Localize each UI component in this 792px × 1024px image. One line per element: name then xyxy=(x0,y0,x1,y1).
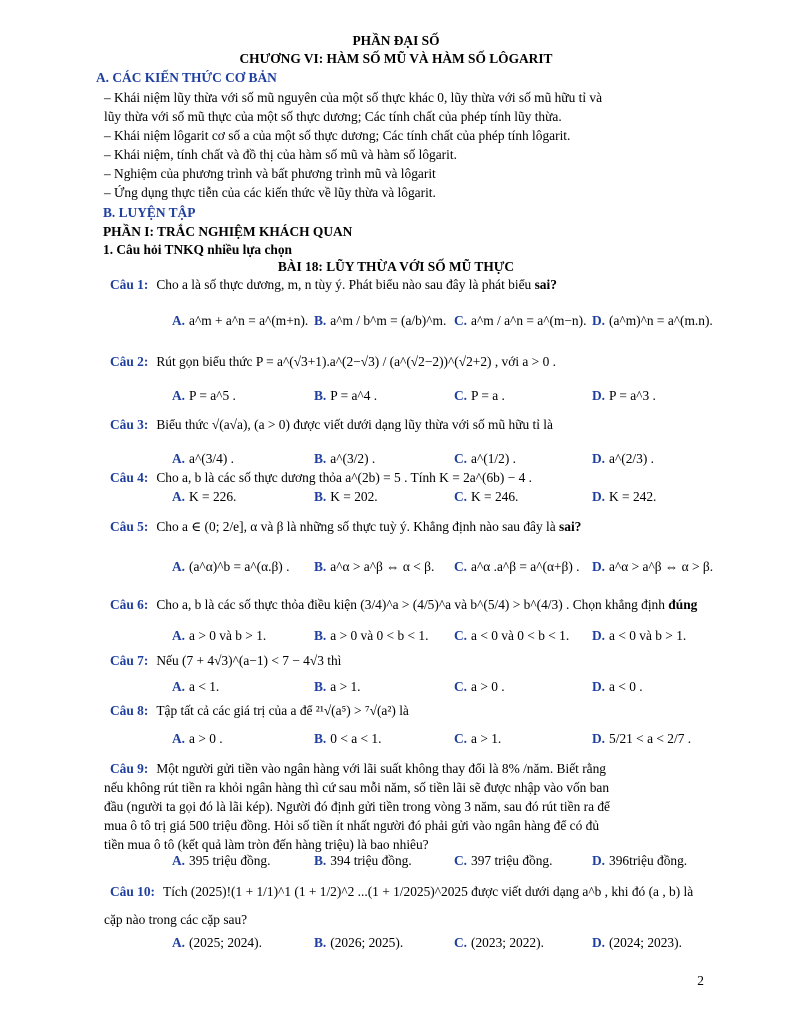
option-b[interactable]: P = a^4 . xyxy=(330,388,378,403)
option-c[interactable]: 397 triệu đồng. xyxy=(471,853,553,868)
option-b[interactable]: a > 1. xyxy=(330,679,361,694)
option-d[interactable]: P = a^3 . xyxy=(609,388,656,403)
question-10-cont: cặp nào trong các cặp sau? xyxy=(104,912,248,927)
question-text: Cho a, b là các số thực thỏa điều kiện (3/4)^a > (4/5)^a và b^(5/4) > b^(4/3) . Chọn khẳng định xyxy=(156,597,665,612)
chapter-title: CHƯƠNG VI: HÀM SỐ MŨ VÀ HÀM SỐ LÔGARIT xyxy=(239,51,553,66)
option-d[interactable]: 396triệu đồng. xyxy=(609,853,688,868)
question-7: Câu 7: Nếu (7 + 4√3)^(a−1) < 7 − 4√3 thì xyxy=(110,653,342,668)
option-a[interactable]: (a^α)^b = a^(α.β) . xyxy=(189,559,290,574)
question-text: Cho a là số thực dương, m, n tùy ý. Phát biểu nào sau đây là phát biểu xyxy=(156,277,532,292)
question-text: Tích (2025)!(1 + 1/1)^1 (1 + 1/2)^2 ...(1 + 1/2025)^2025 được viết dưới dạng a^b , khi đó (a , b) là xyxy=(163,884,694,899)
option-a[interactable]: 395 triệu đồng. xyxy=(189,853,271,868)
options-7: A. a < 1. B. a > 1. C. a > 0 . D. a < 0 . xyxy=(172,679,643,694)
option-d[interactable]: (a^m)^n = a^(m.n). xyxy=(609,313,713,328)
option-b[interactable]: (2026; 2025). xyxy=(330,935,404,950)
question-text: Biểu thức √(a√a), (a > 0) được viết dưới dạng lũy thừa với số mũ hữu tỉ là xyxy=(156,417,553,432)
section-a-title: A. CÁC KIẾN THỨC CƠ BẢN xyxy=(96,70,277,85)
option-d[interactable]: a < 0 . xyxy=(609,679,643,694)
question-10: Câu 10: Tích (2025)!(1 + 1/1)^1 (1 + 1/2)^2 ...(1 + 1/2025)^2025 được viết dưới dạng a^b , khi đó (a , b) là xyxy=(110,884,694,899)
option-c[interactable]: K = 246. xyxy=(471,489,519,504)
question-5: Câu 5: Cho a ∈ (0; 2/e], α và β là những số thực tuỳ ý. Khẳng định nào sau đây là sai? xyxy=(110,519,582,534)
bullet-4: – Nghiệm của phương trình và bất phương trình mũ và lôgarit xyxy=(104,166,436,181)
question-emphasis: sai? xyxy=(559,519,582,534)
option-a[interactable]: a < 1. xyxy=(189,679,220,694)
option-c[interactable]: a < 0 và 0 < b < 1. xyxy=(471,628,570,643)
question-text: Cho a ∈ (0; 2/e], α và β là những số thực tuỳ ý. Khẳng định nào sau đây là xyxy=(156,519,556,534)
option-d[interactable]: 5/21 < a < 2/7 . xyxy=(609,731,692,746)
question-8: Câu 8: Tập tất cả các giá trị của a để ²¹√(a⁵) > ⁷√(a²) là xyxy=(110,703,409,718)
question-text: Cho a, b là các số thực dương thỏa a^(2b) = 5 . Tính K = 2a^(6b) − 4 . xyxy=(156,470,532,485)
option-d[interactable]: a^(2/3) . xyxy=(609,451,654,466)
question-text: Nếu (7 + 4√3)^(a−1) < 7 − 4√3 thì xyxy=(156,653,342,668)
options-10: A. (2025; 2024). B. (2026; 2025). C. (2023; 2022). D. (2024; 2023). xyxy=(172,935,682,950)
options-1: A. a^m + a^n = a^(m+n). B. a^m / b^m = (a/b)^m. C. a^m / a^n = a^(m−n). D. (a^m)^n = a^(m.n). xyxy=(172,313,713,328)
option-a[interactable]: (2025; 2024). xyxy=(189,935,262,950)
bullet-2: – Khái niệm lôgarit cơ số a của một số thực dương; Các tính chất của phép tính lôgarit. xyxy=(104,128,571,143)
question-text: Tập tất cả các giá trị của a để ²¹√(a⁵) > ⁷√(a²) là xyxy=(156,703,409,718)
option-d[interactable]: K = 242. xyxy=(609,489,657,504)
question-6: Câu 6: Cho a, b là các số thực thỏa điều kiện (3/4)^a > (4/5)^a và b^(5/4) > b^(4/3) . Chọn khẳng định đúng xyxy=(110,597,698,612)
option-b[interactable]: a^(3/2) . xyxy=(330,451,376,466)
option-a[interactable]: K = 226. xyxy=(189,489,237,504)
question-9: Câu 9: Một người gửi tiền vào ngân hàng với lãi suất không thay đổi là 8% /năm. Biết rằng nếu không rút tiền ra khỏi ngân hàng thì cứ sau mỗi năm, số tiền lãi sẽ được nhập vào vốn ban đầu (người ta gọi đó là lãi kép). Người đó định gửi tiền trong vòng 3 năm, sau đó rút tiền ra để mua ô tô trị giá 500 triệu đồng. Hỏi số tiền ít nhất người đó phải gửi vào ngân hàng để có đủ tiền mua ô tô (kết quả làm tròn đến hàng triệu) là bao nhiêu? xyxy=(104,761,610,852)
option-d[interactable]: a^α > a^β ⇔ α > β. xyxy=(609,559,714,574)
option-a[interactable]: a^m + a^n = a^(m+n). xyxy=(189,313,309,328)
page-number: 2 xyxy=(697,973,704,988)
option-c[interactable]: a^(1/2) . xyxy=(471,451,516,466)
option-a[interactable]: P = a^5 . xyxy=(189,388,236,403)
options-2: A. P = a^5 . B. P = a^4 . C. P = a . D. P = a^3 . xyxy=(172,388,656,403)
options-3: A. a^(3/4) . B. a^(3/2) . C. a^(1/2) . D. a^(2/3) . xyxy=(172,451,654,466)
option-c[interactable]: a > 1. xyxy=(471,731,502,746)
question-4: Câu 4: Cho a, b là các số thực dương thỏa a^(2b) = 5 . Tính K = 2a^(6b) − 4 . xyxy=(110,470,532,485)
lesson-title: BÀI 18: LŨY THỪA VỚI SỐ MŨ THỰC xyxy=(277,259,515,274)
option-c[interactable]: a^α .a^β = a^(α+β) . xyxy=(471,559,580,574)
question-label: Câu 1: xyxy=(110,277,149,292)
option-b[interactable]: a^α > a^β ⇔ α < β. xyxy=(330,559,435,574)
options-9: A. 395 triệu đồng. B. 394 triệu đồng. C. 397 triệu đồng. D. 396triệu đồng. xyxy=(172,853,688,868)
option-b[interactable]: a^m / b^m = (a/b)^m. xyxy=(330,313,447,328)
subsection-title: 1. Câu hỏi TNKQ nhiều lựa chọn xyxy=(103,242,292,257)
option-b[interactable]: K = 202. xyxy=(330,489,378,504)
options-4: A. K = 226. B. K = 202. C. K = 246. D. K = 242. xyxy=(172,489,657,504)
options-5: A. (a^α)^b = a^(α.β) . B. a^α > a^β ⇔ α < β. C. a^α .a^β = a^(α+β) . D. a^α > a^β ⇔ α > β. xyxy=(172,559,714,574)
options-8: A. a > 0 . B. 0 < a < 1. C. a > 1. D. 5/21 < a < 2/7 . xyxy=(172,731,692,746)
option-a[interactable]: a > 0 và b > 1. xyxy=(189,628,267,643)
question-1 xyxy=(110,277,557,293)
question-text: Rút gọn biểu thức P = a^(√3+1).a^(2−√3) / (a^(√2−2))^(√2+2) , với a > 0 . xyxy=(156,354,556,369)
option-c[interactable]: (2023; 2022). xyxy=(471,935,544,950)
option-d[interactable]: (2024; 2023). xyxy=(609,935,682,950)
option-d[interactable]: a < 0 và b > 1. xyxy=(609,628,687,643)
bullet-1: – Khái niệm lũy thừa với số mũ nguyên của một số thực khác 0, lũy thừa với số mũ hữu tỉ và xyxy=(104,90,603,105)
option-a[interactable]: a^(3/4) . xyxy=(189,451,234,466)
option-b[interactable]: 0 < a < 1. xyxy=(330,731,382,746)
option-a[interactable]: a > 0 . xyxy=(189,731,223,746)
option-b[interactable]: 394 triệu đồng. xyxy=(330,853,412,868)
option-c[interactable]: P = a . xyxy=(471,388,505,403)
bullet-5: – Ứng dụng thực tiễn của các kiến thức về lũy thừa và lôgarit. xyxy=(104,185,436,200)
section-b-title: B. LUYỆN TẬP xyxy=(103,205,196,220)
option-c[interactable]: a > 0 . xyxy=(471,679,505,694)
question-emphasis: đúng xyxy=(668,597,698,612)
question-3: Câu 3: Biểu thức √(a√a), (a > 0) được viết dưới dạng lũy thừa với số mũ hữu tỉ là xyxy=(110,417,553,432)
part-one-title: PHẦN I: TRẮC NGHIỆM KHÁCH QUAN xyxy=(103,224,353,239)
option-b[interactable]: a > 0 và 0 < b < 1. xyxy=(330,628,429,643)
option-c[interactable]: a^m / a^n = a^(m−n). xyxy=(471,313,587,328)
options-6: A. a > 0 và b > 1. B. a > 0 và 0 < b < 1. C. a < 0 và 0 < b < 1. D. a < 0 và b > 1. xyxy=(172,628,687,643)
question-emphasis: sai? xyxy=(534,277,557,292)
part-title: PHẦN ĐẠI SỐ xyxy=(352,33,440,48)
bullet-1-cont: lũy thừa với số mũ thực của một số thực dương; Các tính chất của phép tính lũy thừa. xyxy=(104,109,562,124)
bullet-3: – Khái niệm, tính chất và đồ thị của hàm số mũ và hàm số lôgarit. xyxy=(104,147,457,162)
question-2: Câu 2: Rút gọn biểu thức P = a^(√3+1).a^(2−√3) / (a^(√2−2))^(√2+2) , với a > 0 . xyxy=(110,354,556,369)
